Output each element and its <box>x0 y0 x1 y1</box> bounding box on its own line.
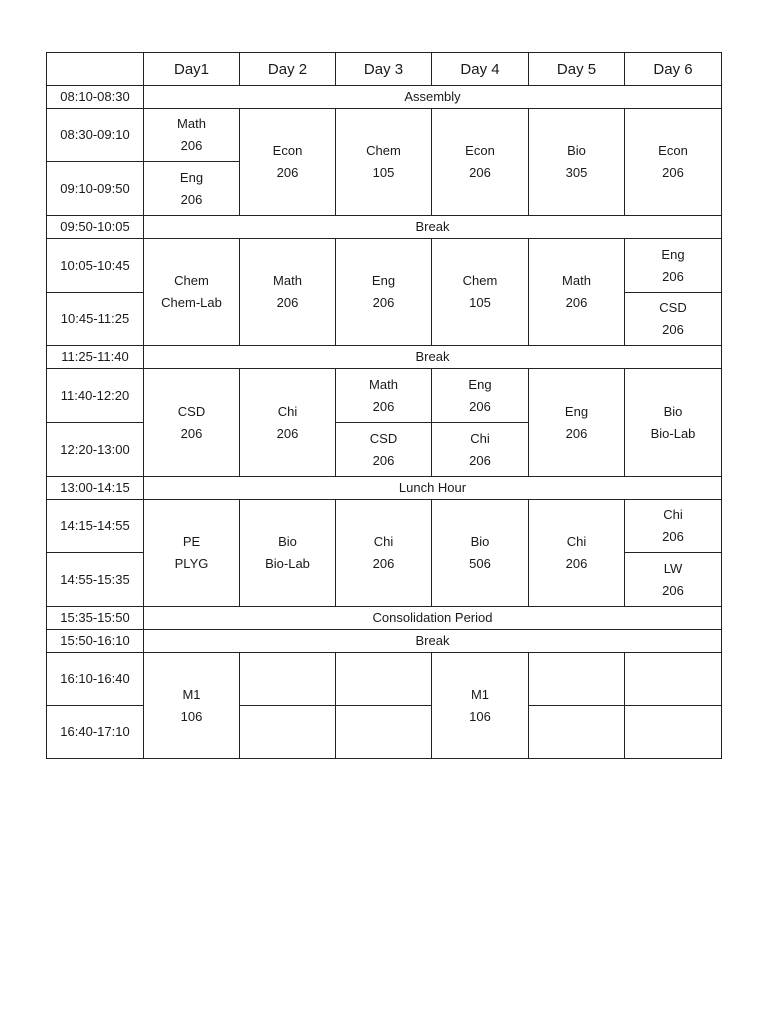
class-cell <box>432 500 529 607</box>
table-row <box>47 369 722 423</box>
room: 206 <box>565 295 588 310</box>
class-cell <box>432 239 529 346</box>
room: 206 <box>372 295 395 310</box>
room: 206 <box>276 295 299 310</box>
header-row <box>47 53 722 86</box>
table-row <box>47 630 722 653</box>
subject: Bio <box>567 143 586 158</box>
day-header: Day 5 <box>529 53 625 86</box>
class-cell <box>336 109 432 216</box>
corner-cell <box>47 53 144 86</box>
time-cell: 16:40-17:10 <box>47 706 144 759</box>
lunch-label: Lunch Hour <box>144 477 722 500</box>
class-cell <box>625 109 722 216</box>
room: Chem-Lab <box>161 295 222 310</box>
class-cell <box>144 500 240 607</box>
class-cell <box>336 500 432 607</box>
room: 206 <box>180 191 203 207</box>
room: 206 <box>180 138 203 153</box>
subject: Chi <box>470 430 490 446</box>
empty-cell <box>240 653 336 706</box>
empty-cell <box>625 653 722 706</box>
room: 206 <box>662 268 684 284</box>
empty-cell <box>336 653 432 706</box>
empty-cell <box>240 706 336 759</box>
room: Bio-Lab <box>650 425 696 441</box>
subject: Chi <box>277 403 298 419</box>
room: 106 <box>180 708 203 724</box>
consolidation-label: Consolidation Period <box>144 607 722 630</box>
room: 206 <box>662 165 684 180</box>
subject: CSD <box>659 300 687 315</box>
subject: Chem <box>366 143 401 158</box>
empty-cell <box>625 706 722 759</box>
subject: CSD <box>369 430 398 446</box>
room: 206 <box>276 165 299 180</box>
class-cell <box>625 239 722 293</box>
subject: Eng <box>661 246 685 262</box>
room: PLYG <box>174 556 209 571</box>
room: 206 <box>565 425 588 441</box>
subject: Bio <box>663 403 683 419</box>
time-cell: 10:45-11:25 <box>47 293 144 346</box>
room: Bio-Lab <box>265 556 310 571</box>
class-cell <box>529 369 625 477</box>
class-cell <box>432 423 529 477</box>
class-cell <box>144 369 240 477</box>
room: 506 <box>469 556 491 571</box>
subject: Math <box>562 273 591 288</box>
subject: M1 <box>470 686 490 702</box>
time-cell: 15:35-15:50 <box>47 607 144 630</box>
class-cell <box>144 109 240 162</box>
subject: Econ <box>658 143 688 158</box>
class-cell <box>240 239 336 346</box>
class-cell <box>625 293 722 346</box>
empty-cell <box>336 706 432 759</box>
time-cell: 09:10-09:50 <box>47 162 144 216</box>
class-cell <box>240 109 336 216</box>
timetable <box>46 52 722 759</box>
time-cell: 15:50-16:10 <box>47 630 144 653</box>
time-cell: 11:40-12:20 <box>47 369 144 423</box>
class-cell <box>529 239 625 346</box>
break-label: Break <box>144 346 722 369</box>
empty-cell <box>529 653 625 706</box>
room: 206 <box>372 556 395 571</box>
day-header: Day 2 <box>240 53 336 86</box>
subject: Chem <box>462 273 498 288</box>
break-label: Break <box>144 630 722 653</box>
subject: Eng <box>179 169 204 185</box>
room: 206 <box>469 452 491 468</box>
time-cell: 09:50-10:05 <box>47 216 144 239</box>
subject: Chem <box>174 273 209 288</box>
subject: Math <box>273 273 302 288</box>
subject: Chi <box>663 507 683 522</box>
day-header: Day 4 <box>432 53 529 86</box>
room: 206 <box>276 425 299 441</box>
time-cell: 14:15-14:55 <box>47 500 144 553</box>
table-row <box>47 86 722 109</box>
class-cell <box>336 423 432 477</box>
class-cell <box>240 369 336 477</box>
day-header: Day 3 <box>336 53 432 86</box>
time-cell: 08:10-08:30 <box>47 86 144 109</box>
time-cell: 14:55-15:35 <box>47 553 144 607</box>
class-cell <box>432 109 529 216</box>
time-cell: 16:10-16:40 <box>47 653 144 706</box>
day-header: Day1 <box>144 53 240 86</box>
class-cell <box>625 553 722 607</box>
subject: Bio <box>470 534 490 549</box>
room: 206 <box>180 425 203 441</box>
room: 206 <box>662 529 684 544</box>
time-cell: 08:30-09:10 <box>47 109 144 162</box>
break-label: Break <box>144 216 722 239</box>
room: 206 <box>469 398 491 414</box>
subject: CSD <box>177 403 206 419</box>
time-cell: 11:25-11:40 <box>47 346 144 369</box>
class-cell <box>432 653 529 759</box>
class-cell <box>625 369 722 477</box>
subject: Eng <box>564 403 589 419</box>
subject: PE <box>182 534 201 549</box>
table-row <box>47 109 722 162</box>
room: 206 <box>469 165 491 180</box>
table-row <box>47 239 722 293</box>
subject: M1 <box>182 686 201 702</box>
subject: Math <box>177 116 206 131</box>
time-cell: 10:05-10:45 <box>47 239 144 293</box>
table-row <box>47 477 722 500</box>
class-cell <box>432 369 529 423</box>
time-cell: 13:00-14:15 <box>47 477 144 500</box>
room: 206 <box>662 582 684 598</box>
class-cell <box>144 162 240 216</box>
subject: Chi <box>566 534 587 549</box>
room: 206 <box>565 556 588 571</box>
room: 105 <box>469 295 491 310</box>
class-cell <box>144 653 240 759</box>
class-cell <box>144 239 240 346</box>
day-header: Day 6 <box>625 53 722 86</box>
empty-cell <box>529 706 625 759</box>
time-cell: 12:20-13:00 <box>47 423 144 477</box>
subject: Math <box>369 376 398 392</box>
subject: Bio <box>278 534 297 549</box>
room: 206 <box>372 452 395 468</box>
class-cell <box>625 500 722 553</box>
room: 305 <box>565 165 588 180</box>
class-cell <box>336 239 432 346</box>
class-cell <box>240 500 336 607</box>
class-cell <box>529 500 625 607</box>
table-row <box>47 216 722 239</box>
table-row <box>47 346 722 369</box>
room: 105 <box>372 165 395 180</box>
subject: Eng <box>468 376 492 392</box>
assembly-label: Assembly <box>144 86 722 109</box>
subject: Econ <box>272 143 303 158</box>
table-row <box>47 607 722 630</box>
subject: Chi <box>373 534 394 549</box>
room: 206 <box>662 322 684 337</box>
subject: Econ <box>465 143 495 158</box>
class-cell <box>529 109 625 216</box>
room: 206 <box>372 398 395 414</box>
subject: LW <box>663 560 683 576</box>
room: 106 <box>469 708 491 724</box>
table-row <box>47 500 722 553</box>
subject: Eng <box>371 273 396 288</box>
table-row <box>47 653 722 706</box>
class-cell <box>336 369 432 423</box>
